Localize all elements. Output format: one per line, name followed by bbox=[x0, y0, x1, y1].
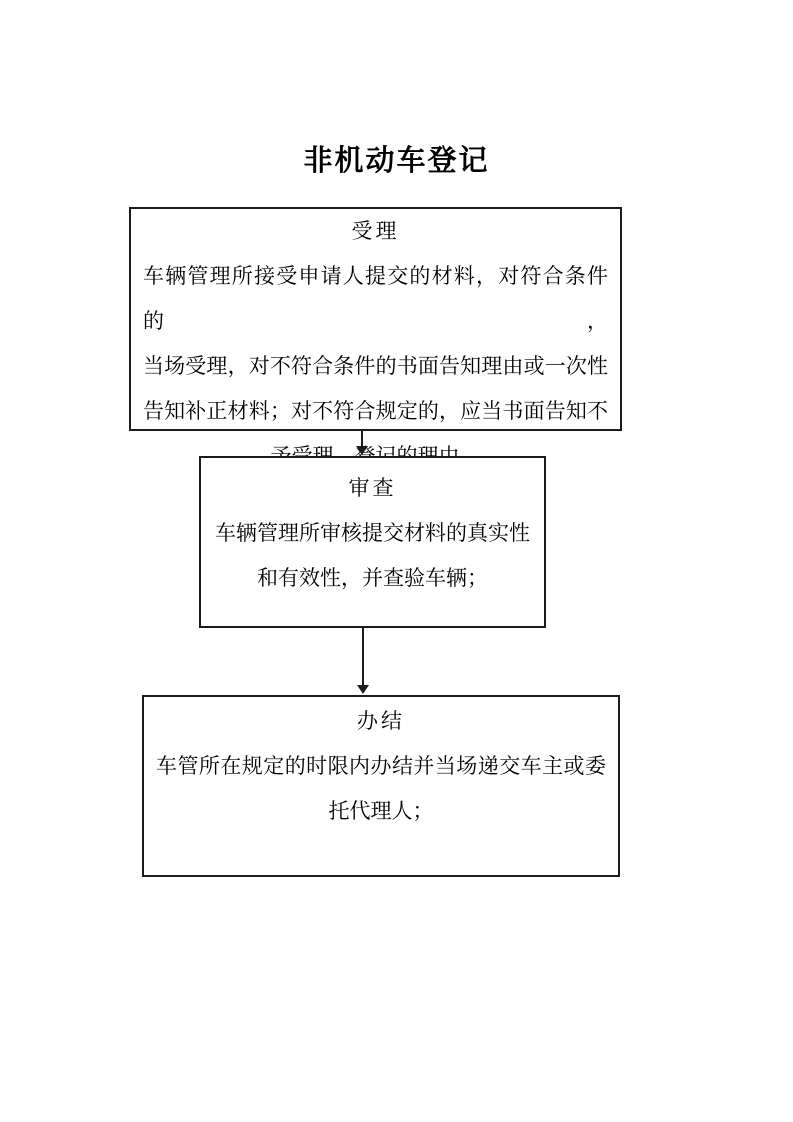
flow-step-review bbox=[199, 456, 546, 628]
flow-step-complete bbox=[142, 695, 620, 877]
arrow-down-icon bbox=[356, 446, 368, 455]
step-complete-line2: 托代理人； bbox=[328, 799, 434, 823]
flow-arrow-accept-to-review bbox=[356, 431, 368, 455]
step-complete-header: 办结 bbox=[357, 709, 405, 733]
arrow-down-icon bbox=[357, 685, 369, 694]
step-complete-line1: 车管所在规定的时限内办结并当场递交车主或委 bbox=[156, 754, 606, 778]
step-accept-line2: 当场受理，对不符合条件的书面告知理由或一次性 bbox=[143, 354, 608, 378]
flow-arrow-review-to-complete bbox=[357, 628, 369, 694]
arrow-shaft bbox=[362, 628, 364, 685]
flow-step-accept bbox=[129, 207, 622, 431]
step-review-header: 审查 bbox=[348, 476, 397, 500]
step-review-line2: 和有效性，并查验车辆； bbox=[257, 566, 488, 590]
step-review-line1: 车辆管理所审核提交材料的真实性 bbox=[215, 521, 530, 545]
step-accept-line3: 告知补正材料；对不符合规定的，应当书面告知不 bbox=[143, 399, 608, 423]
step-accept-line1: 车辆管理所接受申请人提交的材料，对符合条件的， bbox=[143, 264, 608, 333]
arrow-shaft bbox=[361, 431, 363, 446]
page-title: 非机动车登记 bbox=[303, 145, 490, 177]
step-accept-header: 受理 bbox=[351, 219, 400, 243]
